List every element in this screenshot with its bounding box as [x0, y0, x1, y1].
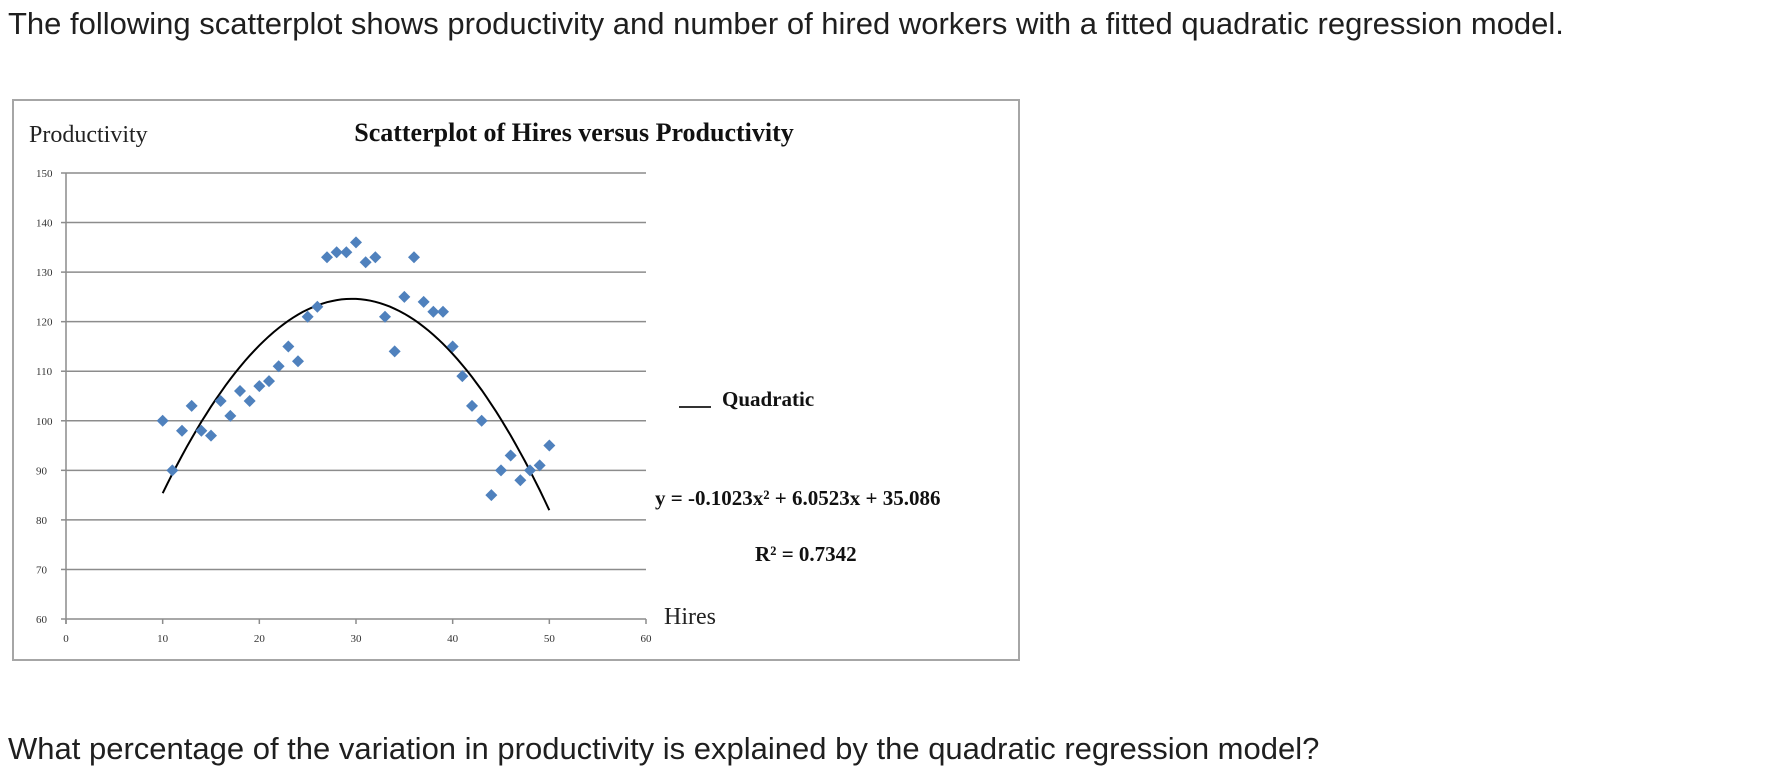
legend-label: Quadratic [722, 387, 815, 411]
data-point [360, 256, 372, 268]
data-point [534, 459, 546, 471]
data-point [389, 345, 401, 357]
y-tick-label: 90 [36, 465, 47, 478]
x-tick-label: 50 [543, 633, 555, 645]
data-point [437, 306, 449, 318]
data-point [157, 415, 169, 427]
data-point [244, 395, 256, 407]
data-point [514, 474, 526, 486]
x-tick-label: 30 [350, 633, 362, 645]
y-tick-label: 120 [36, 316, 53, 329]
data-point [379, 311, 391, 323]
data-point [340, 246, 352, 258]
data-point [205, 430, 217, 442]
data-point [176, 425, 188, 437]
data-point [466, 400, 478, 412]
x-tick-label: 20 [253, 633, 265, 645]
x-tick-label: 40 [447, 633, 459, 645]
data-point [292, 355, 304, 367]
chart-frame [12, 99, 1020, 661]
intro-text: The following scatterplot shows productivity and number of hired workers with a fitted quadratic regression model. [8, 6, 1564, 41]
data-point [398, 291, 410, 303]
data-point [476, 415, 488, 427]
data-point [253, 380, 265, 392]
data-point [495, 464, 507, 476]
data-point [350, 236, 362, 248]
data-point [224, 410, 236, 422]
data-point [456, 370, 468, 382]
data-point [408, 251, 420, 263]
y-tick-label: 130 [36, 267, 53, 280]
y-tick-label: 100 [36, 415, 53, 428]
y-tick-label: 110 [36, 366, 53, 379]
data-point [234, 385, 246, 397]
y-tick-label: 150 [36, 168, 53, 180]
data-point [485, 489, 497, 501]
data-point [282, 340, 294, 352]
y-tick-label: 140 [36, 217, 53, 230]
question-text: What percentage of the variation in productivity is explained by the quadratic regression model? [8, 731, 1320, 766]
data-point [263, 375, 275, 387]
y-axis-title: Productivity [29, 122, 148, 148]
x-axis-title: Hires [664, 604, 716, 630]
data-point [369, 251, 381, 263]
data-point [505, 449, 517, 461]
y-tick-label: 70 [36, 564, 47, 577]
x-tick-label: 60 [640, 633, 652, 645]
scatter-chart [14, 101, 1018, 659]
data-point [311, 301, 323, 313]
data-point [273, 360, 285, 372]
x-tick-label: 0 [63, 633, 69, 645]
data-point [418, 296, 430, 308]
data-point [186, 400, 198, 412]
data-point [543, 440, 555, 452]
x-tick-label: 10 [157, 633, 169, 645]
y-tick-label: 60 [36, 614, 47, 626]
data-point [524, 464, 536, 476]
chart-title: Scatterplot of Hires versus Productivity [354, 118, 794, 147]
regression-equation: y = -0.1023x² + 6.0523x + 35.086 [655, 486, 941, 510]
r-squared-label: R² = 0.7342 [755, 542, 857, 566]
data-point [321, 251, 333, 263]
y-tick-label: 80 [36, 514, 47, 527]
data-point [195, 425, 207, 437]
